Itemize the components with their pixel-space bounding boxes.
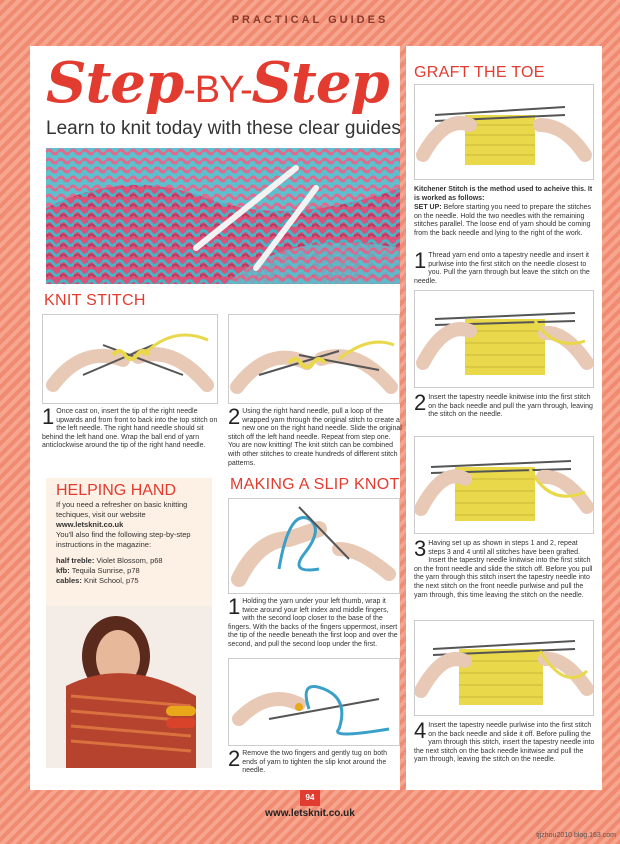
graft-step-2-illustration [415,291,593,387]
slip-knot-step-1-illustration [229,499,399,593]
knit-stitch-heading: KNIT STITCH [44,292,146,309]
knit-step-2-body: Using the right hand needle, pull a loop of the wrapped yarn through the original stitch to create a new one on the right hand needle. Slide the original stitch off the left hand needle. Repeat from step one. You are now knitting! The knit stitch can be combined with other stitches to create hundreds of different stitch patterns. [228,408,402,467]
graft-step-2-number: 2 [414,390,427,415]
knit-step-1-body: Once cast on, insert the tip of the right needle upwards and from front to back into the top stitch on the left needle. The right hand needle should sit behind the left hand one. Wrap the ball end of yarn anticlockwise around the tip of the right hand needle. [42,408,218,450]
graft-setup-label: SET UP: [414,204,442,211]
graft-step-1-body: Thread yarn end onto a tapestry needle and insert it purlwise into the first stitch on the needle closest to you. Pull the yarn through but leave the stitch on the needle. [414,252,590,285]
slip-knot-step-1-body: Holding the yarn under your left thumb, wrap it twice around your left index and middle fingers, with the second loop closer to the base of the fingers. With the backs of the fingers uppermost, insert the tip of the needle beneath the first loop and over the second, and pull the second loop under the first. [228,598,398,648]
graft-intro: Kitchener Stitch is the method used to acheive this. It is worked as follows: [414,186,593,202]
footer-website-link[interactable]: www.letsknit.co.uk [265,808,355,819]
graft-step-3-illustration [415,437,593,533]
hero-knitting-illustration [46,148,400,284]
knit-step-2-image [228,314,400,404]
helping-hand-item [56,556,210,566]
helping-hand-item [56,566,210,576]
helping-hand-item-label: cables: [56,576,82,585]
slip-knot-step-2-number: 2 [228,746,241,771]
graft-step-4-image [414,620,594,716]
slip-knot-heading: MAKING A SLIP KNOT [230,476,400,493]
title-part-3: Step [251,50,389,116]
graft-setup-text [414,204,596,238]
slip-knot-step-2-text [228,746,402,776]
graft-step-3-body: Having set up as shown in steps 1 and 2, repeat steps 3 and 4 until all stitches have been grafted. Insert the tapestry needle knitwise into the first stitch on the front needle and slide the stitch off. Before you pull the yarn through this stitch insert the tapestry needle into the next stitch on the front needle purlwise and pull the yarn through, this time leaving the stitch on the needle. [414,540,593,599]
watermark: tjjzhou2010 blog.163.com [536,832,616,839]
graft-setup-illustration [415,85,593,179]
page-number: 94 [300,790,320,806]
graft-step-2-text [414,390,596,420]
helping-hand-item-label: kfb: [56,566,70,575]
slip-knot-step-2-illustration [229,659,399,745]
graft-step-2-body: Insert the tapestry needle knitwise into the first stitch on the back needle and pull the yarn through, leaving the stitch on the needle. [428,394,593,419]
page-title [46,50,389,116]
helping-hand-item-label: half treble: [56,556,95,565]
knit-step-1-illustration [43,315,217,403]
knit-step-1-image [42,314,218,404]
slip-knot-step-1-text [228,594,402,650]
helping-hand-text [56,500,210,586]
graft-setup-body: Before starting you need to prepare the stitches on the needle. Hold the two needles with the remaining stitches parallel. The loose end of yarn should be coming from the back needle and lying to the right of the work. [414,204,592,237]
helping-hand-item-value: Knit School, p75 [83,576,139,585]
section-header: PRACTICAL GUIDES [231,14,389,26]
graft-setup-image [414,84,594,180]
helping-hand-heading: HELPING HAND [56,482,177,499]
knit-step-2-number: 2 [228,404,241,429]
page-subtitle: Learn to knit today with these clear guides [46,118,401,139]
helping-hand-item-value: Violet Blossom, p68 [96,556,163,565]
knit-step-2-illustration [229,315,399,403]
model-photo-illustration [46,606,212,768]
knit-step-2-text [228,404,402,468]
graft-step-4-illustration [415,621,593,715]
graft-step-3-number: 3 [414,536,427,561]
model-photo [46,606,212,768]
graft-step-2-image [414,290,594,388]
helping-hand-item [56,576,210,586]
slip-knot-step-1-image [228,498,400,594]
graft-step-4-body: Insert the tapestry needle purlwise into the first stitch on the back needle and slide it off. Before pulling the yarn through this stitch, insert the tapestry needle into the next stitch on the back needle knitwise and pull the yarn through, leaving the stitch on the needle. [414,722,595,764]
column-divider [404,60,405,780]
graft-step-4-number: 4 [414,718,427,743]
slip-knot-step-2-image [228,658,400,746]
hero-knitting-image [46,148,400,284]
graft-step-1-text [414,248,596,286]
graft-step-4-text [414,718,596,765]
slip-knot-step-2-body: Remove the two fingers and gently tug on both ends of yarn to tighten the slip knot around the needle. [242,750,388,775]
title-part-2: -BY- [183,69,252,111]
helping-hand-intro: If you need a refresher on basic knitting techiques, visit our website [56,500,188,519]
graft-toe-heading: GRAFT THE TOE [414,64,545,81]
knit-step-1-text [42,404,220,451]
title-part-1: Step [46,50,184,116]
slip-knot-step-1-number: 1 [228,594,241,619]
graft-step-3-text [414,536,596,600]
helping-hand-outro: You'll also find the following step-by-step instructions in the magazine: [56,530,191,549]
graft-step-3-image [414,436,594,534]
helping-hand-item-value: Tequila Sunrise, p78 [71,566,140,575]
graft-step-1-number: 1 [414,248,427,273]
knit-step-1-number: 1 [42,404,55,429]
helping-hand-website-link[interactable]: www.letsknit.co.uk [56,520,124,529]
